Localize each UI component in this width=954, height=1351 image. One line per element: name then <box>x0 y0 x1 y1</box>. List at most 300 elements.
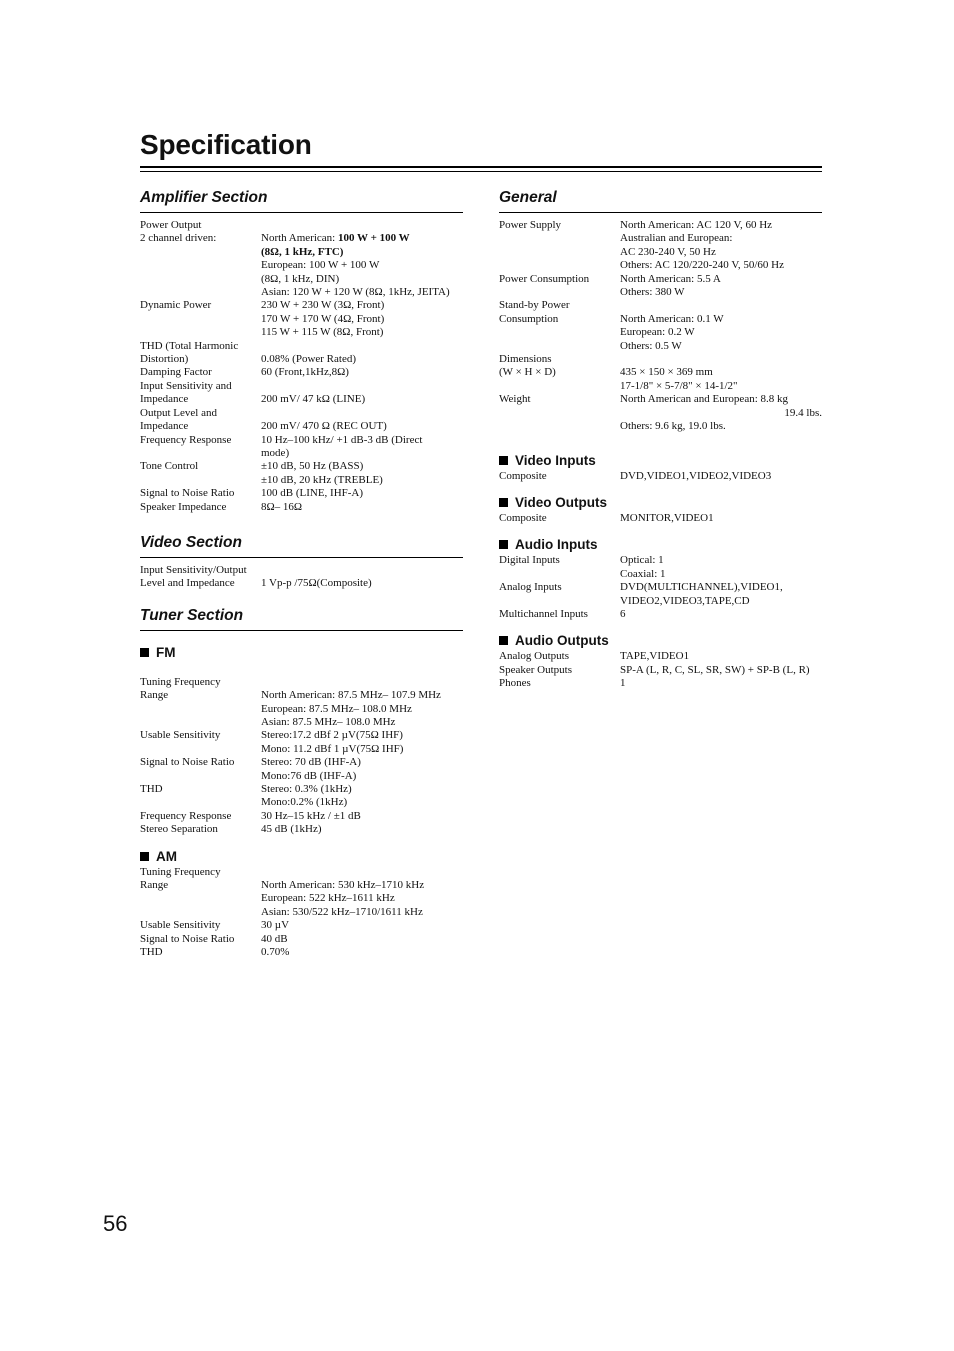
spec-value <box>261 273 463 286</box>
spec-value <box>261 326 463 339</box>
spec-label: Range <box>140 689 169 702</box>
spec-table <box>499 554 822 621</box>
spec-row <box>499 340 822 353</box>
spec-value <box>261 823 463 836</box>
spec-row <box>140 823 463 836</box>
spec-row <box>499 313 822 326</box>
spec-value <box>620 340 822 353</box>
spec-row <box>140 577 463 590</box>
value-text: European: 0.2 W <box>620 326 695 339</box>
spec-row <box>140 434 463 447</box>
spec-row <box>140 919 463 932</box>
spec-label <box>140 286 261 299</box>
spec-row <box>140 810 463 823</box>
spec-value <box>261 286 463 299</box>
spec-label: Power Supply <box>499 219 562 231</box>
spec-label: Signal to Noise Ratio <box>140 487 235 500</box>
spec-label <box>499 420 620 433</box>
spec-label <box>499 595 620 608</box>
spec-label: Impedance <box>140 420 189 433</box>
value-text: 435 × 150 × 369 mm <box>620 366 713 379</box>
value-text: Optical: 1 <box>620 554 664 567</box>
spec-label: Multichannel Inputs <box>499 607 588 620</box>
value-text: Others: 0.5 W <box>620 339 682 352</box>
spec-value <box>261 796 463 809</box>
spec-value <box>261 716 463 729</box>
spec-row <box>140 447 463 460</box>
spec-value <box>620 259 822 272</box>
spec-row <box>499 470 822 483</box>
spec-row <box>140 501 463 514</box>
value-text: North American: <box>261 232 338 245</box>
spec-label <box>140 892 261 905</box>
spec-label <box>140 796 261 809</box>
value-text: SP-A (L, R, C, SL, SR, SW) + SP-B (L, R) <box>620 663 810 676</box>
spec-label: Dynamic Power <box>140 299 212 312</box>
subheading-label: Video Outputs <box>515 494 608 510</box>
value-text: 40 dB <box>261 932 288 945</box>
spec-label <box>140 474 261 487</box>
spec-row <box>140 743 463 756</box>
spec-label: Phones <box>499 677 531 690</box>
spec-label: Frequency Response <box>140 809 232 822</box>
spec-label <box>140 743 261 756</box>
spec-value <box>261 380 463 393</box>
title-rule <box>140 166 822 168</box>
spec-value <box>261 729 463 742</box>
spec-value <box>261 892 463 905</box>
value-bold: 100 W + 100 W <box>337 232 410 245</box>
spec-label: Output Level and <box>140 406 217 419</box>
spec-value <box>261 906 463 919</box>
spec-value <box>620 608 822 621</box>
spec-row <box>140 716 463 729</box>
spec-row <box>499 232 822 245</box>
spec-row <box>499 554 822 567</box>
value-text: mode) <box>261 446 290 459</box>
value-text: 230 W + 230 W (3Ω, Front) <box>261 299 385 312</box>
value-text: 45 dB (1kHz) <box>261 823 322 836</box>
spec-row <box>499 595 822 608</box>
spec-row <box>140 783 463 796</box>
spec-value <box>620 326 822 339</box>
spec-row <box>140 676 463 689</box>
spec-row <box>499 677 822 690</box>
io-section <box>499 633 822 690</box>
value-text: 30 Hz–15 kHz / ±1 dB <box>261 809 361 822</box>
page-title: Specification <box>140 129 312 160</box>
spec-value <box>620 286 822 299</box>
spec-row <box>499 393 822 406</box>
section-heading: Amplifier Section <box>140 188 463 213</box>
value-text: 1 Vp-p /75Ω(Composite) <box>261 577 372 590</box>
spec-label: THD (Total Harmonic <box>140 339 239 352</box>
spec-label: THD <box>140 946 163 959</box>
spec-row <box>499 380 822 393</box>
spec-row <box>140 313 463 326</box>
spec-table <box>499 512 822 525</box>
spec-label: Tuning Frequency <box>140 675 221 688</box>
value-text: European: 87.5 MHz– 108.0 MHz <box>261 702 412 715</box>
spec-value <box>620 366 822 379</box>
spec-label: 2 channel driven: <box>140 232 217 245</box>
spec-label: Level and Impedance <box>140 577 235 590</box>
square-bullet-icon <box>499 636 508 645</box>
subheading-label: Audio Inputs <box>515 537 598 553</box>
spec-label <box>140 273 261 286</box>
spec-value <box>261 219 463 232</box>
general-section <box>499 188 822 434</box>
spec-label: Speaker Impedance <box>140 500 227 513</box>
spec-row <box>140 474 463 487</box>
video-section <box>140 533 463 591</box>
spec-table <box>499 650 822 690</box>
spec-value <box>620 273 822 286</box>
spec-row <box>140 770 463 783</box>
section-heading: General <box>499 188 822 213</box>
spec-value <box>261 407 463 420</box>
spec-value <box>261 259 463 272</box>
value-text: Coaxial: 1 <box>620 567 666 580</box>
spec-label <box>140 703 261 716</box>
spec-row <box>140 286 463 299</box>
spec-row <box>499 512 822 525</box>
spec-value <box>620 650 822 663</box>
value-text: European: 100 W + 100 W <box>261 259 380 272</box>
spec-label <box>499 340 620 353</box>
title-rule-thin <box>140 171 822 172</box>
io-subheading <box>499 453 822 469</box>
spec-value <box>261 783 463 796</box>
value-text: 100 dB (LINE, IHF-A) <box>261 487 364 500</box>
spec-label <box>140 906 261 919</box>
value-text: ±10 dB, 20 kHz (TREBLE) <box>261 473 383 486</box>
spec-row <box>140 729 463 742</box>
spec-row <box>140 796 463 809</box>
spec-row <box>140 703 463 716</box>
value-text: Others: 9.6 kg, 19.0 lbs. <box>620 420 726 433</box>
value-text: Asian: 530/522 kHz–1710/1611 kHz <box>261 905 423 918</box>
spec-row <box>499 581 822 594</box>
spec-row <box>140 892 463 905</box>
spec-value <box>620 595 822 608</box>
spec-row <box>140 326 463 339</box>
spec-row <box>499 420 822 433</box>
spec-label: (W × H × D) <box>499 366 556 379</box>
value-text: 17-1/8" × 5-7/8" × 14-1/2" <box>620 379 738 392</box>
value-text: 10 Hz–100 kHz/ +1 dB-3 dB (Direct <box>261 433 423 446</box>
value-text: North American: 0.1 W <box>620 312 724 325</box>
spec-label <box>140 246 261 259</box>
value-text: 0.70% <box>261 946 290 959</box>
spec-value <box>620 353 822 366</box>
spec-label <box>499 259 620 272</box>
subheading-label: Audio Outputs <box>515 633 609 649</box>
spec-value <box>261 689 463 702</box>
spec-value <box>620 664 822 677</box>
spec-row <box>140 353 463 366</box>
spec-value <box>261 564 463 577</box>
spec-value <box>620 313 822 326</box>
spec-row <box>140 879 463 892</box>
spec-label: Weight <box>499 393 531 406</box>
spec-row <box>140 259 463 272</box>
value-text: DVD(MULTICHANNEL),VIDEO1, <box>620 581 783 594</box>
value-text: 200 mV/ 470 Ω (REC OUT) <box>261 420 387 433</box>
spec-label: Power Output <box>140 219 202 231</box>
value-text: Others: AC 120/220-240 V, 50/60 Hz <box>620 259 784 272</box>
spec-label <box>499 407 620 420</box>
spec-value <box>261 487 463 500</box>
value-text: Others: 380 W <box>620 286 685 299</box>
value-text: Stereo: 70 dB (IHF-A) <box>261 756 361 769</box>
spec-row <box>499 366 822 379</box>
spec-label: Stand-by Power <box>499 299 570 312</box>
spec-label <box>140 716 261 729</box>
subheading-label: AM <box>156 848 177 864</box>
io-section <box>499 453 822 483</box>
spec-label <box>499 380 620 393</box>
spec-table <box>140 219 463 514</box>
square-bullet-icon <box>140 852 149 861</box>
value-text: VIDEO2,VIDEO3,TAPE,CD <box>620 594 750 607</box>
spec-row <box>140 232 463 245</box>
spec-row <box>499 353 822 366</box>
spec-label: Tuning Frequency <box>140 865 221 878</box>
value-text: 60 (Front,1kHz,8Ω) <box>261 366 349 379</box>
value-text: 115 W + 115 W (8Ω, Front) <box>261 326 384 339</box>
square-bullet-icon <box>140 648 149 657</box>
spec-row <box>140 380 463 393</box>
value-text: European: 522 kHz–1611 kHz <box>261 892 395 905</box>
spec-label: Composite <box>499 511 547 524</box>
spec-label: Analog Outputs <box>499 650 569 663</box>
value-text: AC 230-240 V, 50 Hz <box>620 245 716 258</box>
value-text: North American and European: 8.8 kg <box>620 393 789 406</box>
spec-label: Input Sensitivity and <box>140 379 232 392</box>
spec-value <box>620 219 822 232</box>
value-text: Asian: 87.5 MHz– 108.0 MHz <box>261 715 396 728</box>
spec-value <box>620 512 822 525</box>
square-bullet-icon <box>499 540 508 549</box>
spec-value <box>261 501 463 514</box>
spec-value <box>620 407 822 420</box>
fm-subheading <box>140 645 463 661</box>
spec-value <box>620 299 822 312</box>
spec-value <box>261 340 463 353</box>
spec-value <box>261 366 463 379</box>
value-text: 8Ω– 16Ω <box>261 500 303 513</box>
spec-row <box>140 246 463 259</box>
value-text: DVD,VIDEO1,VIDEO2,VIDEO3 <box>620 469 772 482</box>
spec-row <box>499 259 822 272</box>
value-text: 0.08% (Power Rated) <box>261 353 357 366</box>
spec-value <box>261 434 463 447</box>
value-text: ±10 dB, 50 Hz (BASS) <box>261 460 364 473</box>
section-heading: Tuner Section <box>140 606 463 631</box>
spec-label: Impedance <box>140 393 189 406</box>
value-text: Australian and European: <box>620 232 733 245</box>
amplifier-section <box>140 188 463 514</box>
tuner-section <box>140 606 463 960</box>
right-column <box>499 188 822 691</box>
spec-row <box>499 246 822 259</box>
spec-value <box>620 677 822 690</box>
spec-value <box>261 933 463 946</box>
value-text: 170 W + 170 W (4Ω, Front) <box>261 312 385 325</box>
spec-value <box>261 879 463 892</box>
square-bullet-icon <box>499 498 508 507</box>
spec-value <box>620 380 822 393</box>
spec-row <box>499 568 822 581</box>
square-bullet-icon <box>499 456 508 465</box>
section-heading: Video Section <box>140 533 463 558</box>
spec-value <box>261 353 463 366</box>
spec-table <box>140 866 463 960</box>
spec-value <box>261 246 463 259</box>
value-text: Stereo:17.2 dBf 2 µV(75Ω IHF) <box>261 729 403 742</box>
spec-row <box>499 299 822 312</box>
spec-value <box>261 313 463 326</box>
spec-table <box>499 219 822 434</box>
value-text: 1 <box>620 677 626 690</box>
spec-row <box>140 420 463 433</box>
spec-value <box>261 946 463 959</box>
spec-row <box>140 946 463 959</box>
value-text: Mono:0.2% (1kHz) <box>261 796 348 809</box>
io-subheading <box>499 495 822 511</box>
subheading-label: FM <box>156 644 176 660</box>
spec-row <box>499 326 822 339</box>
spec-value <box>261 810 463 823</box>
spec-label: Range <box>140 879 169 892</box>
spec-row <box>140 933 463 946</box>
spec-label: Signal to Noise Ratio <box>140 756 235 769</box>
value-text: Mono: 11.2 dBf 1 µV(75Ω IHF) <box>261 742 404 755</box>
spec-label <box>140 259 261 272</box>
spec-label <box>499 568 620 581</box>
spec-value <box>620 420 822 433</box>
spec-value <box>261 474 463 487</box>
io-sections <box>499 453 822 691</box>
value-text: (8Ω, 1 kHz, DIN) <box>261 272 340 285</box>
spec-value <box>620 568 822 581</box>
spec-label: Frequency Response <box>140 433 232 446</box>
value-text: TAPE,VIDEO1 <box>620 650 690 663</box>
spec-value <box>620 393 822 406</box>
value-text: 30 µV <box>261 919 290 932</box>
value-text: North American: 87.5 MHz– 107.9 MHz <box>261 689 441 702</box>
spec-row <box>140 866 463 879</box>
value-bold: (8Ω, 1 kHz, FTC) <box>261 245 344 258</box>
spec-row <box>140 393 463 406</box>
spec-row <box>140 564 463 577</box>
spec-value <box>620 246 822 259</box>
spec-value <box>261 232 463 245</box>
spec-value <box>620 470 822 483</box>
spec-label: Distortion) <box>140 353 189 366</box>
spec-label <box>499 246 620 259</box>
spec-row <box>499 608 822 621</box>
spec-row <box>140 340 463 353</box>
spec-label: Damping Factor <box>140 366 212 379</box>
spec-row <box>499 664 822 677</box>
spec-row <box>499 273 822 286</box>
spec-row <box>140 299 463 312</box>
io-section <box>499 495 822 525</box>
spec-row <box>140 487 463 500</box>
spec-label <box>140 770 261 783</box>
spec-value <box>261 756 463 769</box>
spec-row <box>140 689 463 702</box>
spec-row <box>499 650 822 663</box>
spec-value <box>620 554 822 567</box>
spec-label: THD <box>140 783 163 795</box>
io-subheading <box>499 633 822 649</box>
spec-row <box>140 407 463 420</box>
am-subheading <box>140 849 463 865</box>
spec-value <box>261 577 463 590</box>
spec-label <box>499 326 620 339</box>
spec-value <box>261 770 463 783</box>
spec-row <box>499 407 822 420</box>
io-section <box>499 537 822 621</box>
value-text: Mono:76 dB (IHF-A) <box>261 769 357 782</box>
spec-label: Analog Inputs <box>499 581 562 594</box>
value-text: 200 mV/ 47 kΩ (LINE) <box>261 393 366 406</box>
spec-value <box>261 460 463 473</box>
page-number: 56 <box>103 1211 128 1236</box>
value-text: 6 <box>620 607 626 620</box>
spec-value <box>261 420 463 433</box>
left-column <box>140 188 463 959</box>
spec-value <box>261 703 463 716</box>
spec-row <box>140 219 463 232</box>
spec-value <box>261 393 463 406</box>
spec-row <box>140 366 463 379</box>
spec-label <box>140 313 261 326</box>
spec-value <box>261 743 463 756</box>
spec-label: Power Consumption <box>499 272 590 285</box>
value-text: Stereo: 0.3% (1kHz) <box>261 783 352 795</box>
spec-value <box>261 866 463 879</box>
spec-label <box>140 326 261 339</box>
value-text: North American: AC 120 V, 60 Hz <box>620 219 773 231</box>
spec-value <box>261 676 463 689</box>
spec-value <box>261 299 463 312</box>
spec-row <box>499 286 822 299</box>
spec-label: Tone Control <box>140 460 199 473</box>
value-text: Asian: 120 W + 120 W (8Ω, 1kHz, JEITA) <box>261 286 450 299</box>
value-text: MONITOR,VIDEO1 <box>620 511 714 524</box>
spec-label <box>140 447 261 460</box>
spec-label <box>499 232 620 245</box>
spec-row <box>140 906 463 919</box>
spec-value <box>620 581 822 594</box>
spec-row <box>140 460 463 473</box>
spec-label: Consumption <box>499 312 559 325</box>
spec-label: Usable Sensitivity <box>140 729 221 742</box>
spec-value <box>261 919 463 932</box>
spec-table <box>499 470 822 483</box>
spec-label: Speaker Outputs <box>499 663 573 676</box>
value-text: North American: 5.5 A <box>620 272 721 285</box>
spec-label: Stereo Separation <box>140 823 218 836</box>
spec-value <box>261 447 463 460</box>
value-text: 19.4 lbs. <box>784 406 822 419</box>
subheading-label: Video Inputs <box>515 452 596 468</box>
spec-row <box>140 756 463 769</box>
